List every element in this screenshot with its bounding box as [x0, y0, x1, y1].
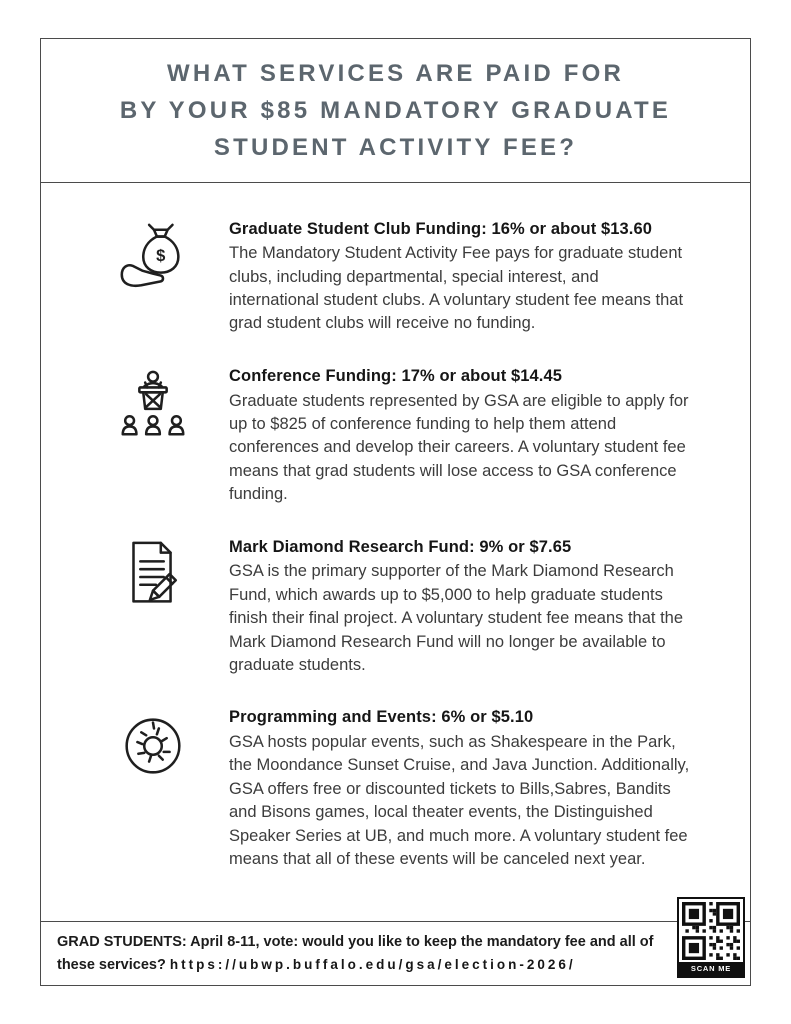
service-section-research-fund — [113, 537, 690, 678]
flyer-footer — [41, 921, 750, 985]
service-section-conference-funding — [113, 366, 690, 507]
qr-code — [677, 897, 745, 978]
flyer-header — [41, 39, 750, 183]
footer-call-to-action: GRAD STUDENTS: April 8-11, vote: would you like to keep the mandatory fee and all of these services? — [57, 934, 654, 973]
research-document-pencil-icon — [113, 537, 193, 678]
service-title: Mark Diamond Research Fund: 9% or $7.65 — [229, 537, 572, 556]
conference-podium-icon — [113, 366, 193, 507]
services-list — [41, 183, 750, 922]
service-title: Graduate Student Club Funding: 16% or about $13.60 — [229, 219, 653, 238]
service-title: Conference Funding: 17% or about $14.45 — [229, 366, 563, 385]
page-title-line-2: BY YOUR $85 MANDATORY GRADUATE — [119, 97, 672, 125]
flyer-page — [40, 38, 751, 986]
service-description: GSA hosts popular events, such as Shakespeare in the Park, the Moondance Sunset Cruise, and Java Junction. Additionally, GSA offers free or discounted tickets to Bills,Sabres, Bandits and Bisons games, local theater events, the Distinguished Speaker Series at UB, and much more. A voluntary student fee means that all of these events will be canceled next year. — [229, 732, 690, 869]
service-description: The Mandatory Student Activity Fee pays for graduate student clubs, including departmental, special interest, and international student clubs. A voluntary student fee means that grad student clubs will receive no funding. — [229, 244, 684, 333]
service-description: GSA is the primary supporter of the Mark Diamond Research Fund, which awards up to $5,000 to help graduate students finish their final project. A voluntary student fee means that the Mark Diamond Research Fund will no longer be available to graduate students. — [229, 562, 684, 674]
donut-icon — [113, 707, 193, 871]
service-description: Graduate students represented by GSA are eligible to apply for up to $825 of conference funding to help them attend conferences and develop their careers. A voluntary student fee means that grad students will lose access to GSA conference funding. — [229, 391, 689, 504]
service-title: Programming and Events: 6% or $5.10 — [229, 708, 534, 727]
page-title-line-3: STUDENT ACTIVITY FEE? — [213, 134, 578, 162]
money-bag-in-hand-icon — [113, 219, 193, 336]
service-section-programming-events — [113, 707, 690, 871]
svg-text:$: $ — [156, 245, 166, 265]
service-section-club-funding — [113, 219, 690, 336]
qr-scan-label: SCAN ME — [679, 962, 743, 976]
page-title-line-1: WHAT SERVICES ARE PAID FOR — [166, 60, 624, 87]
election-url[interactable]: https://ubwp.buffalo.edu/gsa/election-2026/ — [169, 956, 576, 972]
